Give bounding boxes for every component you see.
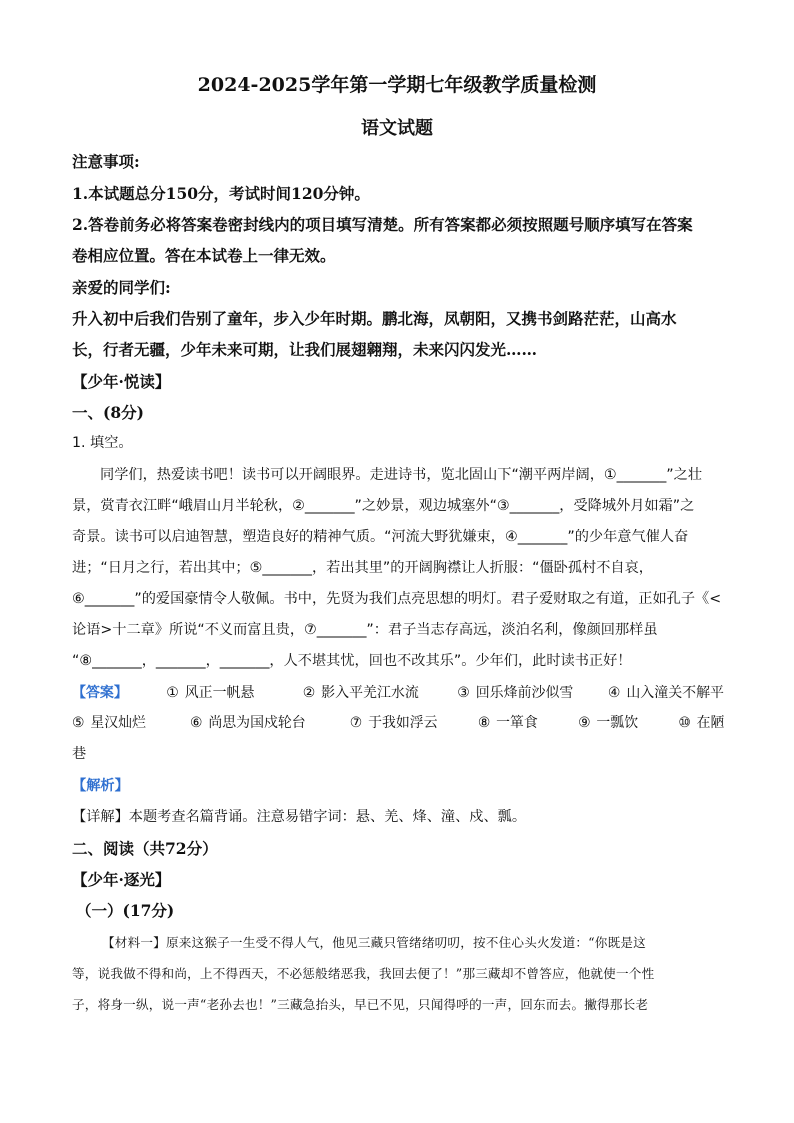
material-line-3: 子，将身一纵，说一声“老孙去也！”三藏急抬头，早已不见，只闻得呼的一声，回东而去。撇得那长老: [72, 997, 649, 1012]
notice-heading: 注意事项:: [72, 152, 140, 171]
answer-item: ⑥ 尚思为国戍轮台: [190, 715, 306, 731]
part-heading-1: 一、(8分): [72, 403, 144, 422]
answer-item: ② 影入平羌江水流: [302, 685, 419, 701]
answer-wrap: 巷: [72, 746, 87, 762]
answer-item: ⑧ 一箪食: [477, 715, 538, 731]
exam-title: 2024-2025学年第一学期七年级教学质量检测: [197, 74, 597, 96]
question-1-line-3: 奇景。读书可以启迪智慧，塑造良好的精神气质。“河流大野犹嫌束，④_______”的少年意气催人奋: [72, 529, 689, 545]
greeting-line-2: 长，行者无疆，少年未来可期，让我们展翅翱翔，未来闪闪发光……: [72, 340, 538, 359]
notice-item-1: 1.本试题总分150分，考试时间120分钟。: [72, 184, 370, 203]
answer-item: ⑨ 一瓢饮: [578, 715, 639, 731]
notice-item-2-line-1: 2.答卷前务必将答案卷密封线内的项目填写清楚。所有答案都必须按照题号顺序填写在答案: [72, 215, 693, 234]
greeting-salutation: 亲爱的同学们:: [72, 278, 171, 297]
answer-tag: 【答案】: [72, 685, 128, 701]
section-title-zhuguang: 【少年·逐光】: [72, 870, 171, 889]
detail-tag: 【详解】: [72, 809, 129, 825]
part-heading-2: 二、阅读（共72分）: [72, 839, 218, 858]
answer-item: ④ 山入潼关不解平: [607, 685, 725, 701]
material-line-2: 等，说我做不得和尚，上不得西天，不必惩般绪恶我，我回去便了！”那三藏却不曾答应，他就使一个性: [72, 966, 655, 981]
question-1-line-1: 同学们，热爱读书吧！读书可以开阔眼界。走进诗书，览北固山下“潮平两岸阔，①_______”之壮: [100, 467, 703, 483]
question-1-line-2: 景，赏青衣江畔“峨眉山月半轮秋，②_______”之妙景，观边城塞外“③_______，受降城外月如霜”之: [72, 498, 695, 514]
question-1-line-7: “⑧_______，_______，_______，人不堪其忧，回也不改其乐”。少年们，此时读书正好！: [72, 653, 632, 669]
answer-item: ⑦ 于我如浮云: [349, 715, 438, 731]
answer-row-1: [72, 682, 724, 702]
answer-item: ③ 回乐烽前沙似雪: [457, 685, 574, 701]
answer-item: ⑩ 在陋: [678, 715, 725, 731]
sub-heading-1: （一）(17分): [76, 901, 175, 920]
material-line-1: 【材料一】原来这猴子一生受不得人气，他见三藏只管绪绪叨叨，按不住心头火发道：“你既是这: [102, 935, 646, 950]
question-1-label: 1. 填空。: [72, 435, 133, 451]
question-1-line-6: 论语>十二章》所说“不义而富且贵，⑦_______”：君子当志存高远，淡泊名利，像颜回那样虽: [72, 622, 658, 638]
exam-subtitle: 语文试题: [361, 118, 433, 139]
notice-item-2-line-2: 卷相应位置。答在本试卷上一律无效。: [72, 246, 336, 265]
answer-item: ① 风正一帆悬: [166, 685, 255, 701]
detail-text: 本题考查名篇背诵。注意易错字词：悬、羌、烽、潼、戍、瓢。: [128, 809, 527, 825]
analysis-tag: 【解析】: [72, 778, 129, 794]
answer-row-2: [72, 712, 724, 732]
section-title-yuedu: 【少年·悦读】: [72, 372, 171, 391]
answer-item: ⑤ 星汉灿烂: [72, 715, 146, 731]
question-1-line-5: ⑥_______”的爱国豪情令人敬佩。书中，先贤为我们点亮思想的明灯。君子爱财取之有道，正如孔子《<: [72, 591, 722, 607]
question-1-line-4: 进；“日月之行，若出其中；⑤_______，若出其里”的开阔胸襟让人折服：“僵卧孤村不自哀，: [72, 560, 653, 576]
greeting-line-1: 升入初中后我们告别了童年，步入少年时期。鹏北海，凤朝阳，又携书剑路茫茫，山高水: [72, 309, 677, 328]
detail-line: [72, 806, 526, 826]
